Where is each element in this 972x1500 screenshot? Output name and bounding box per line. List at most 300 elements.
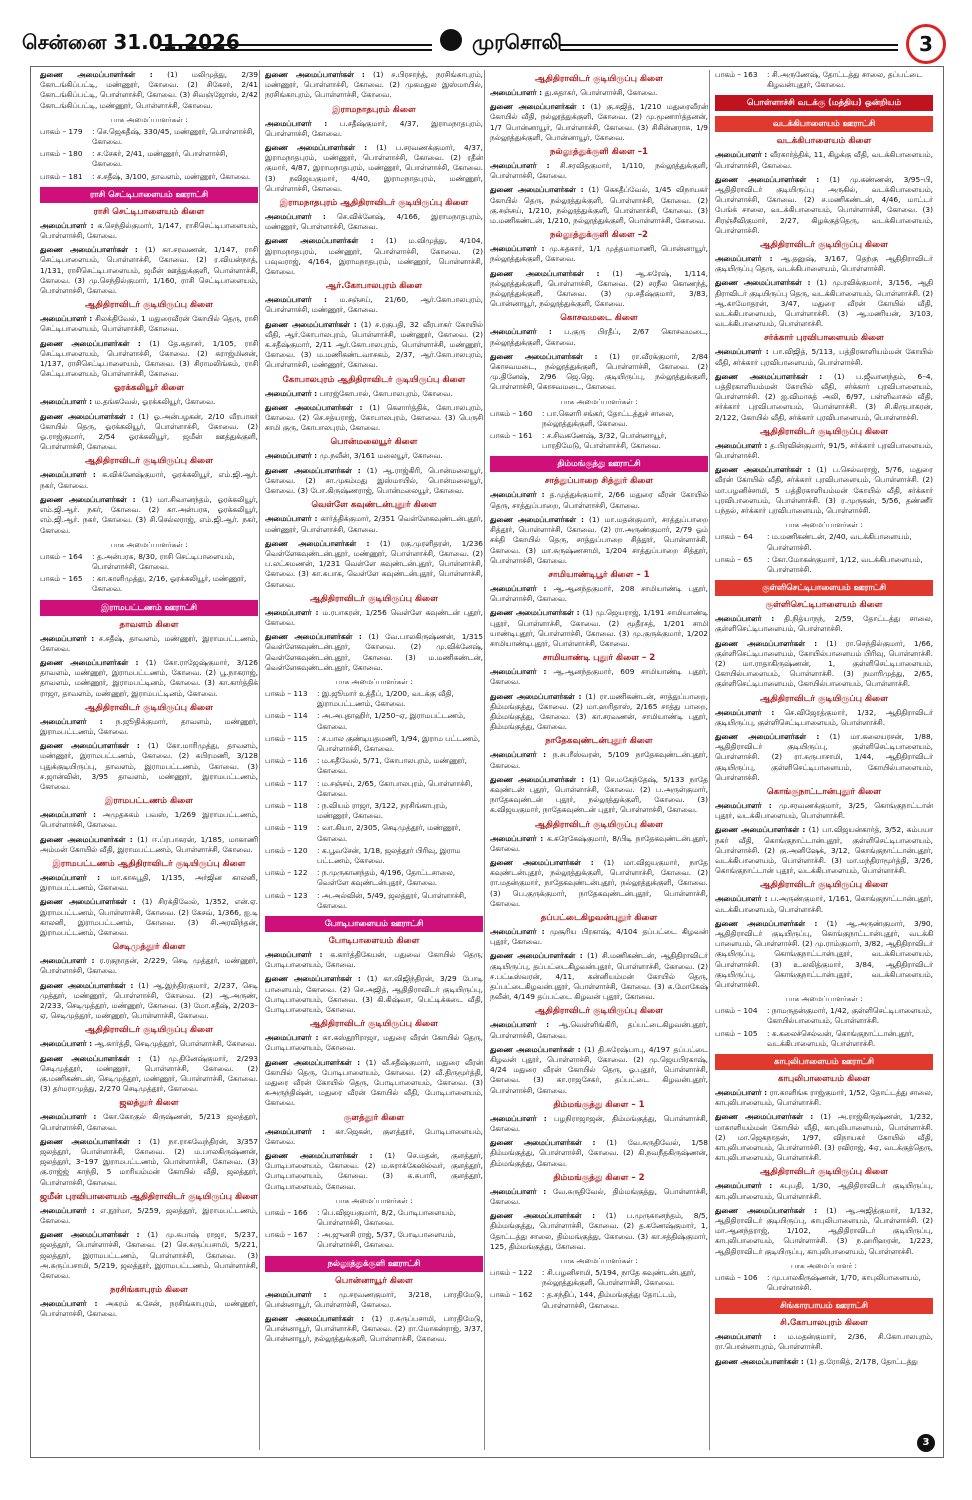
branch-heading: வெள்ளே கவுண்டன்புதூர் கிளை xyxy=(311,500,437,511)
member-details: ப.அருண்குமார், 1/161, கொங்குநாட்டான்புதூர், வடக்கிபாளையம், பொள்ளாச்சி. xyxy=(715,894,933,914)
member-details: (1) ரா.மணிகண்டன், சாத்துப்பாறை, திம்மங்குத்து, கோவை. (2) மா.ஹரிதாஸ், 2/165 சாத்து பாறை, திம்மங்குத்து, கோவை. (3) கா.சரவணன், சாமியாண்டி புதூர், திம்மங்குத்து, கோவை. xyxy=(490,691,708,732)
member-details: க.சுரேகேஷ்குமார், 8/பிடி நாதேகவுண்டன்புதூர், கோவை. xyxy=(490,833,708,853)
column-divider xyxy=(484,70,485,1450)
role-label: துணை அமைப்பாளர்கள் : xyxy=(40,741,148,751)
booth-organizer-details: : கா.காளிமுத்து, 2/16, ஓரக்கலியூர், மண்ணூர், கோவை. xyxy=(92,574,247,594)
role-label: அமைப்பாளர் : xyxy=(490,490,550,500)
booth-organizer-details: : க.பூவசேன், 1/18, ஜலத்தூர் பிரிவு, இராம பட்டணம், கோவை. xyxy=(317,845,461,865)
booth-organizer-row xyxy=(40,172,258,182)
member-listing-paragraph xyxy=(490,834,708,854)
role-label: அமைப்பாளர் : xyxy=(40,220,98,230)
booth-number: பாகம் – 161 xyxy=(490,431,533,441)
member-details: கோ.கோகுல் கிருஷ்ணன், 5/213 ஜலத்தூர், பொள்ளாச்சி, கோவை. xyxy=(40,1112,258,1132)
member-listing-paragraph xyxy=(715,732,933,783)
role-label: அமைப்பாளர் : xyxy=(40,956,100,966)
booth-number: பாகம் – 113 xyxy=(265,688,308,698)
member-details: முசூரிய பிரகாஷ், 4/104 தப்பட்டை கிழவன் புதூர், கோவை. xyxy=(490,926,708,947)
sub-heading: பாக அமைப்பாளர்கள் : xyxy=(560,1256,638,1266)
branch-heading: ஆதிதிராவிடர் குடியிருப்பு கிளை xyxy=(310,1019,438,1030)
member-details: ம.தங்கவேல், ஓரக்கலியூர், கோவை. xyxy=(94,397,216,407)
member-details: அகரம் க.சேன், நரசிங்காபுரம், மண்ணூர், பொள்ளாச்சி, கோவை. xyxy=(40,1299,258,1319)
role-label: துணை அமைப்பாளர்கள் : xyxy=(265,402,370,412)
role-label: அமைப்பாளர் : xyxy=(715,1088,770,1098)
member-details: (1) மு.கண்ணன், 3/95–பி, ஆதிதிராவிடர் குடியிருப்பு அருகில், வடக்கிபாளையம், பொள்ளாச்சி, கோவை. (2) ச.மணிகண்டன், 4/46, மாட்டர் பேங்க் சாலை, வடக்கிபாளையம், பொள்ளாச்சி, கோவை. (3) சிரஞ்சீவிகுமார், 2/27, கிழக்குத்தெரு, வடக்கிபாளையம், பொள்ளாச்சி. xyxy=(715,174,933,235)
branch-heading: நல்லூத்துக்குளி கிளை –1 xyxy=(550,147,648,158)
member-listing-paragraph xyxy=(40,741,258,792)
booth-number: பாகம் – 65 xyxy=(715,554,753,564)
role-label: அமைப்பாளர் : xyxy=(265,212,338,222)
member-details: சிலக்திவேல், 1 மதுரைவீரன் கோயில் தெரு, ராசி செட்டிபாளையம், பொள்ளாச்சி, கோவை. xyxy=(40,314,258,334)
role-label: துணை அமைப்பாளர்கள் : xyxy=(490,1044,585,1054)
booth-organizer-details: : நாமருதன்குமார், 1/42, குள்ளிசெட்டிபாளையம், கோயில்பாளையம், பொள்ளாச்சி. xyxy=(767,1006,933,1026)
booth-organizer-details: : பா.கௌரி சங்கர், தோட்டத்துச் சாலை, நல்லூத்துக்குளி, கோவை. xyxy=(542,408,675,428)
booth-number: பாகம் – 180 xyxy=(40,149,83,159)
member-listing-paragraph xyxy=(265,403,483,434)
role-label: துணை அமைப்பாளர்கள் : xyxy=(40,897,142,907)
branch-heading: தப்பட்டைகிழவன்புதூர் கிளை xyxy=(540,912,658,923)
member-listing-paragraph xyxy=(40,70,258,111)
role-label: அமைப்பாளர் : xyxy=(40,314,96,324)
member-details: (1) கா.சரவணன், 1/147, ராசி செட்டிபாளையம், பொள்ளாச்சி, கோவை. (2) ர.வியன்நாத், 1/131, ராசிசெட்டிபாளையம், ஜமீன் ஊத்துக்குளி, பொள்ளாச்சி, கோவை. (3) மு.செந்தில்குமார், 1/160, ராசி செட்டிபாளையம், பொள்ளாச்சி, கோவை. xyxy=(40,245,258,296)
role-label: துணை அமைப்பாளர்கள் : xyxy=(490,102,591,112)
booth-organizer-details: : பெ.விஜயகுமார், 8/2, போடிபாளையம், பொள்ளாச்சி, கோவை. xyxy=(317,1207,456,1228)
role-label: அமைப்பாளர் : xyxy=(715,347,773,357)
booth-number: பாகம் – 118 xyxy=(265,800,308,810)
member-listing-paragraph xyxy=(265,466,483,497)
member-details: மு.சரவணகுமார், 3/218, பாரதிமேடு, பொன்னாயூர், பொள்ளாச்சி, கோவை. xyxy=(265,1289,483,1309)
member-listing-paragraph xyxy=(40,1137,258,1188)
branch-heading: ஆதிதிராவிடர் குடியிருப்பு கிளை xyxy=(85,300,213,311)
role-label: துணை அமைப்பாளர்கள் : xyxy=(265,70,373,79)
branch-heading: சி.கோபாலபுரம் கிளை xyxy=(780,1318,868,1329)
branch-heading: ராசி செட்டிபாளையம் கிளை xyxy=(93,206,205,217)
role-label: அமைப்பாளர் : xyxy=(265,514,321,524)
member-listing-paragraph xyxy=(490,667,708,687)
role-label: துணை அமைப்பாளர்கள் : xyxy=(715,1356,807,1366)
member-listing-paragraph xyxy=(40,1206,258,1226)
member-details: வே.சுருதிவேல், திம்மங்குத்து, பொள்ளாச்சி, கோவை. xyxy=(490,1186,708,1207)
member-listing-paragraph xyxy=(40,495,258,536)
role-label: அமைப்பாளர் : xyxy=(715,1332,788,1342)
booth-organizer-details: : ச.சேகர், 2/41, மண்ணூர், பொள்ளாச்சி, கோவை. xyxy=(92,149,228,169)
role-label: அமைப்பாளர் : xyxy=(490,1020,559,1030)
member-details: (1) கோ.மாரிமுத்து, தாவளம், மண்ணூர், இராமபட்டணம், கோவை. (2) சுபிரமணி, 3/128 புதுக்குடியிருப்பு, தாவளம், இராமபட்டணம், கோவை. (3) ச.ஜான்வின், 3/95 தாவளம், மண்ணூர், இராமபட்டணம், கோவை. xyxy=(40,741,258,791)
role-label: துணை அமைப்பாளர்கள் : xyxy=(40,1053,150,1063)
member-listing-paragraph xyxy=(40,1299,258,1319)
member-details: த.முத்துக்குமார், 2/66 மதுரை வீரன் கோயில் தெரு, சாத்துப்பாறை, பொள்ளாச்சி, கோவை. xyxy=(490,490,708,510)
role-label: அமைப்பாளர் : xyxy=(265,1126,336,1136)
member-details: ர.ரகுநாதன், 2/229, செடி முத்தூர், மண்ணூர், பொள்ளாச்சி, கோவை. xyxy=(40,956,258,976)
booth-organizer-row xyxy=(490,1290,708,1310)
branch-heading: தாவளம் கிளை xyxy=(119,619,179,630)
branch-heading: நாதேகவுண்டன்புதூர் கிளை xyxy=(545,736,653,747)
member-details: (1) ரகு.முரளிதரன், 1/236 வெள்ளேகவுண்டன்புதூர், மண்ணூர், பொள்ளாச்சி, கோவை. (2) ப.லட்சுமணன், 1/231 வெள்ளே கவுண்டன்புதூர், பொள்ளாச்சி, கோவை. (3) கா.சுபாசு, வெள்ளே கவுண்டன்புதூர், பொள்ளாச்சி, கோவை. xyxy=(265,538,483,589)
member-details: க.செந்தில்குமார், 1/147, ராசிசெட்டிபாளையம், பொள்ளாச்சி, கோவை. xyxy=(40,220,258,241)
booth-organizer-row xyxy=(40,574,258,594)
role-label: அமைப்பாளர் : xyxy=(715,707,785,717)
member-details: (1) மலிமுத்து, 2/39 கோடங்கிப்பட்டி, மண்ணூர், கோவை. (2) சிகேசர், 2/41 கோடங்கிப்பட்டி, பொள்ளாச்சி, கோவை. (3) சிவஞ்ஜோஸ், 2/42 கோடங்கிப்பட்டி, மண்ணூர், பொள்ளாச்சி, கோவை. xyxy=(40,70,258,110)
member-listing-paragraph xyxy=(715,278,933,329)
booth-organizer-details: : ம.சஞ்சய், 2/65, கோபாலபுரம், பொள்ளாச்சி, கோவை. xyxy=(317,778,473,798)
member-details: (1) நா.ராகவேந்திரன், 3/357 ஜலத்தூர், பொள்ளாச்சி, கோவை. (2) ம.பாலகிருஷ்ணன், ஜலத்தூர், 3–197 இராமபட்டணம், பொள்ளாச்சி, கோவை. (3) கு.ராஜ்ஜ் காந்தி, 5 மாரியம்மன் கோயில் வீதி, ஜலத்தூர், பொள்ளாச்சி, கோவை. xyxy=(40,1136,258,1187)
member-listing-paragraph xyxy=(40,314,258,334)
member-listing-paragraph xyxy=(490,1114,708,1134)
branch-heading: இராமநாதபுரம் ஆதிதிராவிடர் குடியிருப்பு கிளை xyxy=(279,198,469,209)
role-label: அமைப்பாளர் : xyxy=(490,926,550,936)
role-label: துணை அமைப்பாளர்கள் : xyxy=(265,974,367,984)
branch-heading: சாமியாண்டிபூர் கிளை – 1 xyxy=(548,569,650,580)
member-details: ஆ.ஆனந்தகுமார், 208 சாமியாண்டி புதூர், பொள்ளாச்சி, கோவை. xyxy=(490,583,708,604)
member-details: க.விக்னேஷ்குமார், ஓரக்கலியூர், எம்.ஜி.ஆர். நகர், கோவை. xyxy=(40,470,258,490)
role-label: துணை அமைப்பாளர்கள் : xyxy=(490,1138,607,1148)
member-details: (1) தே.கதாசர், 1/105, ராசி செட்டிபாளையம், பொள்ளாச்சி, கோவை. (2) சுராஜ்மினன், 1/137, ராசிசெட்டிபாளையம், கோவை. (3) சிராமலிங்கம், ராசி செட்டிபாளையம், பொள்ளாச்சி, கோவை. xyxy=(40,338,258,379)
member-details: (1) கெகதீப்வேல், 1/45 விநாயகர் கோயில் தெரு, நல்லூத்துக்குளி, பொள்ளாச்சி, கோவை. (2) கு.சஞ்சய், 1/210, நல்லூத்துக்குளி, பொள்ளாச்சி, கோவை. (3) ம.மணிகண்டன், 1/210, நல்லூத்துக்குளி, பொள்ளாச்சி, கோவை. xyxy=(490,185,708,226)
booth-organizer-row xyxy=(490,409,708,429)
role-label: அமைப்பாளர் : xyxy=(265,607,323,617)
booth-number: பாகம் – 160 xyxy=(490,408,533,418)
member-details: (1) தி.சுரேஷ்பாபு, 4/197 தப்பட்டை கிழவன் புதூர், பொள்ளாச்சி, கோவை. (2) மு.ஜெயபிரகாஷ், 4/24 மதுரை வீரன் கோயில் தெரு, ஓ.புதூர், பொள்ளாச்சி, கோவை. (3) கா.ராஜசேகர், தப்பட்டை கிழவன்புதூர், பொள்ளாச்சி, கோவை. xyxy=(490,1044,708,1095)
member-details: அமுதசுகம் பவஸ், 1/269 இராமபட்டணம், பொள்ளாச்சி, கோவை. xyxy=(40,810,258,830)
branch-heading: குள்ளிசெட்டிபாளையம் கிளை xyxy=(765,600,883,611)
member-listing-paragraph xyxy=(715,465,933,516)
member-details: (1) ர.சுருப்பசாமி, பாரதிமேடு, பொன்னாயூர், பொள்ளாச்சி, கோவை. (2) ரா.மோகன்ராஜ், 3/37, பொன்னாயூர், நல்லூத்துக்குளி, பொள்ளாச்சி, கோவை. xyxy=(265,1314,483,1344)
booth-organizer-row xyxy=(40,552,258,572)
member-listing-paragraph xyxy=(490,352,708,393)
role-label: துணை அமைப்பாளர்கள் : xyxy=(715,731,830,741)
branch-heading: ஆதிதிராவிடர் குடியிருப்பு கிளை xyxy=(760,240,888,251)
member-listing-paragraph xyxy=(265,1290,483,1310)
booth-organizer-details: : ச.சிவகணேஷ், 3/32, பொன்னாயூர், பாரதிமேடு, பொள்ளாச்சி, கோவை. xyxy=(542,431,667,451)
booth-organizer-row xyxy=(265,689,483,709)
role-label: அமைப்பாளர் : xyxy=(490,833,547,843)
booth-organizer-details: : ந.வியம் ராஜா, 3/122, நரசிங்காபுரம், மண்ணூர், கோவை. xyxy=(317,800,448,821)
branch-heading: ஆதிதிராவிடர் குடியிருப்பு கிளை xyxy=(85,456,213,467)
member-listing-paragraph xyxy=(715,150,933,170)
member-listing-paragraph xyxy=(715,1357,933,1367)
branch-heading: வடக்கிபாளையம் கிளை xyxy=(776,136,872,147)
member-listing-paragraph xyxy=(490,927,708,947)
member-listing-paragraph xyxy=(40,658,258,699)
booth-number: பாகம் – 115 xyxy=(265,733,308,743)
branch-heading: செடிமுத்தூர் கிளை xyxy=(112,942,186,953)
member-listing-paragraph xyxy=(265,514,483,534)
member-details: (1) ஆ.அஜித்குமார், 1/132, ஆதிதிராவிடர் குடியிருப்பு, காபுலிபாளையம், பொள்ளாச்சி. (2) மா.ஆனந்தராஜ், 1/102, ஆதிதிராவிடர் குடியிருப்பு, காபுலிபாளையம், பொள்ளாச்சி. (3) ந.ஹரிஹரன், 1/223, ஆதிதிராவிடர் குடியிருப்பு, காபுலிபாளையம், பொள்ளாச்சி. xyxy=(715,1205,933,1256)
branch-heading: நரசிங்காபுரம் கிளை xyxy=(110,1285,188,1296)
member-details: (1) ப.செல்வராஜ், 5/76, மதுரை வீரன் கோயில் வீதி, சர்க்கார் புரவிபாளையம், பொள்ளாச்சி. (2) மா.பழனிச்சாமி, 5 பத்திரகாளியம்மன் கோயில் வீதி, சர்க்கார் புரவிபாளையம், பொள்ளாச்சி. (3) ர.முருகன், 5/56, தண்ணீர் பந்தல், சர்க்கார் புரவிபாளையம், பொள்ளாச்சி. xyxy=(715,465,933,516)
sub-heading: பாக அமைப்பாளர்கள் : xyxy=(785,520,863,530)
role-label: துணை அமைப்பாளர்கள் : xyxy=(265,632,369,642)
role-label: அமைப்பாளர் : xyxy=(265,451,320,461)
member-listing-paragraph xyxy=(40,810,258,830)
role-label: துணை அமைப்பாளர்கள் : xyxy=(490,351,610,361)
member-details: மு.நவீன், 3/161 மலையூர், கோவை. xyxy=(319,451,443,461)
booth-number: பாகம் – 116 xyxy=(265,756,308,766)
booth-number: பாகம் – 162 xyxy=(490,1290,533,1300)
sub-heading: பாக அமைப்பாளர்கள் : xyxy=(335,676,413,686)
article-column-2 xyxy=(265,70,483,1450)
member-listing-paragraph xyxy=(265,451,483,461)
branch-heading: நல்லூத்துக்குளி கிளை –2 xyxy=(550,230,648,241)
booth-organizer-row xyxy=(265,801,483,821)
role-label: துணை அமைப்பாளர்கள் : xyxy=(40,411,139,421)
member-details: (1) கெளார்த்திக், கோபாலபுரம், கோவை. (2) செ.சத்யராஜ், கோபாலபுரம், கோவை. (3) பெருசி சாமி குரு, கோபாலபுரம், கோவை. xyxy=(265,402,483,433)
article-column-4 xyxy=(715,70,933,1450)
member-details: (1) ஆ.இந்திரகுமார், 2/237, செடி முத்தூர், மண்ணூர், பொள்ளாச்சி, கோவை. (2) ஆ.அருண், 2/233, செடிமுத்தூர், மண்ணூர், கோவை. (3) மோ.சதீஷ், 2/203–ஏ, செடிமுத்தூர், மண்ணூர், பொள்ளாச்சி, கோவை. xyxy=(40,980,258,1021)
member-listing-paragraph xyxy=(40,873,258,893)
member-listing-paragraph xyxy=(40,470,258,490)
member-details: (1) செ.மகேந்தேஷ், 5/133 நாதே கவுண்டன் புதூர், பொள்ளாச்சி, கோவை. (2) ப.அருள்குமார், நாதேகவுண்டன் புதூர், நல்லூத்துக்குளி, கோவை. (3) க.விஜயகுமார், நாதேகவுண்டன் புதூர், பொள்ளாச்சி, கோவை. xyxy=(490,774,708,815)
member-listing-paragraph xyxy=(490,88,708,98)
panchayat-banner: சிங்காரபாயம் ஊராட்சி xyxy=(715,1298,933,1314)
role-label: அமைப்பாளர் : xyxy=(715,150,770,160)
member-listing-paragraph xyxy=(40,245,258,296)
member-listing-paragraph xyxy=(490,102,708,143)
column-divider xyxy=(709,70,710,1450)
booth-organizer-details: : மு.பாலகிருஷ்ணன், 1/70, காபுலிபாளையம், பொள்ளாச்சி. xyxy=(767,1272,921,1293)
role-label: அமைப்பாளர் : xyxy=(265,1289,339,1299)
branch-heading: ஆதிதிராவிடர் குடியிருப்பு கிளை xyxy=(535,1006,663,1017)
member-details: (1) ஈ.ப்ரபாகரன், 1/185, மாகாணி அம்மன் கோயில் வீதி, இராமபட்டணம், பொள்ளாச்சி, கோவை. xyxy=(40,834,258,854)
member-listing-paragraph xyxy=(265,212,483,232)
role-label: துணை அமைப்பாளர்கள் : xyxy=(265,1151,385,1161)
branch-heading: கொங்குநாட்டான்புதூர் கிளை xyxy=(766,786,882,797)
role-label: அமைப்பாளர் : xyxy=(40,1039,95,1049)
member-listing-paragraph xyxy=(265,1058,483,1109)
booth-organizer-row xyxy=(715,70,933,90)
booth-number: பாகம் – 117 xyxy=(265,778,308,788)
role-label: துணை அமைப்பாளர்கள் : xyxy=(715,465,817,475)
booth-number: பாகம் – 122 xyxy=(490,1268,533,1278)
article-column-3 xyxy=(490,70,708,1450)
member-details: (1) மா.மதன்குமார், சாத்துப்பாறை சித்தூர், பொள்ளாச்சி, கோவை. (2) ரா.அருண்குமார், 2/79 ஓம் சக்தி கோயில் தெரு, சாத்துப்பாறை சித்தூர், பொள்ளாச்சி, கோவை. (3) மா.சுருஷ்ணசாமி, 1/204 சாத்துப்பாறை சித்தூர், பொள்ளாச்சி, கோவை. xyxy=(490,514,708,565)
booth-organizer-details: : வா.கியா, 2/305, செடிமுத்தூர், மண்ணூர், கோவை. xyxy=(317,823,461,843)
member-details: (1) ரா.செந்தில்குமார், 1/66, குள்ளிசெட்டிபாளையம், கோயில்பாளையம் பிரிவு, பொள்ளாச்சி. (2) மா.ராதாகிருஷ்ணன், 1, குள்ளிசெட்டிபாளையம், கோயில்பாளையம், பொள்ளாச்சி. (3) நமாரிமுத்து, 2/65, குள்ளிசெட்டிபாளையம், கோயில்பாளையம், பொள்ளாச்சி. xyxy=(715,638,933,689)
article-column-1 xyxy=(40,70,258,1450)
member-listing-paragraph xyxy=(490,1020,708,1040)
sub-heading: பாக அமைப்பாளர்கள் : xyxy=(560,396,638,406)
role-label: துணை அமைப்பாளர்கள் : xyxy=(490,691,586,701)
role-label: துணை அமைப்பாளர்கள் : xyxy=(490,268,613,278)
member-details: வீரகார்த்திக், 11, கிழக்கு வீதி, வடக்கிபாளையம், பொள்ளாச்சி, கோவை. xyxy=(715,150,933,170)
member-listing-paragraph xyxy=(40,981,258,1022)
booth-number: பாகம் – 106 xyxy=(715,1272,758,1282)
member-details: (1) சி.மணிகண்டன், ஆதிதிராவிடர் குடியிருப்பு, தப்பட்டைகிழவன்புதூர், பொள்ளாச்சி, கோவை. (2) ச.பட்டீஸ்வரன், 4/11, கன்னியம்மன் கோயில் தெரு, தப்பட்டைகிழவன்புதூர், பொள்ளாச்சி, கோவை. (3) க.மோகேஷ் நவீன், 4/149 தப்பட்டை கிழவன் புதூர், கோவை. xyxy=(490,951,708,1002)
role-label: அமைப்பாளர் : xyxy=(490,1186,553,1196)
branch-heading: குளத்தூர் கிளை xyxy=(343,1112,405,1123)
member-details: ஆ.கார்த்தி, செடிமுத்தூர், பொள்ளாச்சி, கோவை. xyxy=(94,1039,257,1049)
branch-heading: திம்மங்குத்து கிளை – 2 xyxy=(553,1172,645,1183)
member-details: (1) ஆ.சுரேஷ், 1/114, நல்லூத்துக்குளி, பொள்ளாச்சி, கோவை. (2) சரநீல கொணந்த், நல்லூத்துக்குளி, கோவை. (3) மு.சதீஷ்குமார், 3/83, பொன்னாயூர், நல்லூத்துக்குளி, கோவை. xyxy=(490,268,708,309)
branch-heading: ஓரக்கலியூர் கிளை xyxy=(113,383,185,394)
member-details: (1) மா.விஜயகுமார், நாதே கவுண்டன்புதூர், நல்லூத்துக்குளி, பொள்ளாச்சி, கோவை. (2) ரா.மதன்குமார், நாதேகவுண்டன்புதூர், நல்லூத்துக்குளி, கோவை. (3) பெ.குருக்குமார், நாதேகவுண்டன்புதூர், பொள்ளாச்சி, கோவை. xyxy=(490,857,708,908)
member-details: (1) ஓ.அன்பழகன், 2/10 வீரபாகர் கோயில் தெரு, ஓரக்கலியூர், பொள்ளாச்சி, கோவை. (2) ஓ.ராஜ்குமார், 2/54 ஓரக்கலியூர், ஜமீன் ஊத்துக்குளி, பொள்ளாச்சி, கோவை. xyxy=(40,411,258,452)
column-divider xyxy=(259,70,260,1450)
member-listing-paragraph xyxy=(490,584,708,604)
role-label: அமைப்பாளர் : xyxy=(490,1113,554,1123)
member-details: (1) சிரக்திவேல், 1/352, என்.ஏ. இராமபட்டணம், பொள்ளாச்சி, கோவை. (2) கேசவ், 1/366, ஐ.டி காலனி, இராமபட்டணம், கோவை. (3) சி.அரவிந்தன், இராமபட்டணம், கோவை. xyxy=(40,897,258,937)
role-label: துணை அமைப்பாளர்கள் : xyxy=(40,70,168,79)
booth-organizer-row xyxy=(715,555,933,575)
role-label: அமைப்பாளர் : xyxy=(265,388,320,398)
member-listing-paragraph xyxy=(40,897,258,938)
member-listing-paragraph xyxy=(490,161,708,181)
member-listing-paragraph xyxy=(715,1206,933,1257)
member-details: க.கார்த்திகேயன், பதுவை கோயில் தெரு, போடிபாளையம், கோவை. xyxy=(265,950,483,970)
member-details: மு.சுதகார், 1/1 முத்தமாமாணி, பொன்னாயூர், நல்லூத்துக்குளி, கோவை. xyxy=(490,244,708,264)
member-details: சுபுபதி, 1/30, ஆதிதிராவிடர் குடியிருப்பு, காபுலிபாளையம், பொள்ளாச்சி. xyxy=(715,1181,933,1201)
member-details: (1) கோ.ராஜேஷ்குமார், 3/126 தாவளம், மண்ணூர், இராமபட்டணம், கோவை. (2) பூ.நாகராஜ், தாவளம், மண்ணூர், இராமபட்டினம், கோவை. (3) கா.கார்த்திக் ராஜா, தாவளம், மண்ணூர், இராமபட்டினம், கோவை. xyxy=(40,657,258,698)
branch-heading: ஆதிதிராவிடர் குடியிருப்பு கிளை xyxy=(760,426,888,437)
member-details: பாரஜ்கோபால், கோபாலபுரம், கோவை. xyxy=(319,388,453,398)
booth-organizer-row xyxy=(265,734,483,754)
member-details: தி.நித்யாநந், 2/59, தோட்டத்து சாலை, குள்ளிசெட்டிபாளையம், பொள்ளாச்சி. xyxy=(715,614,933,634)
member-listing-paragraph xyxy=(490,692,708,733)
branch-heading: பொன்மலையூர் கிளை xyxy=(330,437,418,448)
booth-number: பாகம் – 64 xyxy=(715,532,753,542)
member-details: து.சுதாகர், பொள்ளாச்சி, கோவை. xyxy=(544,88,658,97)
member-listing-paragraph xyxy=(40,1054,258,1095)
booth-organizer-row xyxy=(715,1273,933,1293)
member-details: கார்த்திக்குமார், 2/351 வெள்ளேகவுண்டன்புதூர், மண்ணூர், பொள்ளாச்சி, கோவை. xyxy=(265,514,483,534)
role-label: அமைப்பாளர் : xyxy=(265,295,340,305)
panchayat-banner: திம்மங்குத்து ஊராட்சி xyxy=(490,456,708,472)
booth-organizer-row xyxy=(265,891,483,911)
member-listing-paragraph xyxy=(490,858,708,909)
branch-heading: ஆதிதிராவிடர் குடியிருப்பு கிளை xyxy=(760,880,888,891)
booth-organizer-row xyxy=(265,779,483,799)
role-label: துணை அமைப்பாளர்கள் : xyxy=(490,857,604,867)
member-listing-paragraph xyxy=(40,1112,258,1132)
branch-heading: சர்க்கார் புரவிபாளையம் கிளை xyxy=(764,333,884,344)
member-details: (1) ச.ரகுபதி, 32 வீரபாகர் கோயில் வீதி, ஆர்.கோபாலபுரம், பொள்ளாச்சி, மண்ணூர், கோவை. (2) க.சதீஷ்குமார், 2/11 ஆர்.கோபாலபுரம், பொள்ளாச்சி, மண்ணூர், கோவை. (3) ம.மணிகண்டவாசகம், 2/37, ஆர்.கோபாலபுரம், பொள்ளாச்சி, மண்ணூர், கோவை. xyxy=(265,319,483,370)
member-details: பா.விஜித், 5/113, பத்திரகாளியம்மன் கோயில் வீதி, சர்க்கார் புரவிபாளையம், பொள்ளாச்சி. xyxy=(715,347,933,367)
role-label: துணை அமைப்பாளர்கள் : xyxy=(715,918,827,928)
panchayat-banner: போடிபாளையம் ஊராட்சி xyxy=(265,916,483,932)
booth-number: பாகம் – 123 xyxy=(265,890,308,900)
member-details: ஆ.வெள்ளிங்கிரி, தப்பட்டைகிழவன்புதூர், பொள்ளாச்சி, கோவை. xyxy=(490,1020,708,1040)
booth-organizer-row xyxy=(490,431,708,451)
member-listing-paragraph xyxy=(715,825,933,876)
role-label: துணை அமைப்பாளர்கள் : xyxy=(265,1057,366,1067)
role-label: துணை அமைப்பாளர்கள் : xyxy=(715,278,817,288)
member-listing-paragraph xyxy=(265,608,483,628)
role-label: துணை அமைப்பாளர்கள் : xyxy=(490,608,583,618)
role-label: துணை அமைப்பாளர்கள் : xyxy=(40,657,146,667)
footer-page-number: 3 xyxy=(917,1434,935,1452)
booth-organizer-details: : அ.ஜுனசி ராஜ், 5/37, போடிபாளையம், பொள்ளாச்சி, கோவை. xyxy=(317,1230,456,1250)
branch-heading: போடிபாளையம் கிளை xyxy=(328,936,420,946)
booth-number: பாகம் – 119 xyxy=(265,823,308,833)
branch-heading: ஜலத்தூர் கிளை xyxy=(119,1098,179,1109)
role-label: துணை அமைப்பாளர்கள் : xyxy=(490,514,590,524)
member-listing-paragraph xyxy=(490,269,708,310)
member-listing-paragraph xyxy=(265,1151,483,1192)
role-label: அமைப்பாளர் : xyxy=(715,800,780,810)
member-details: ஆ.தனுஷ், 3/167, தெற்கு ஆதிதிராவிடர் குடியிருப்பு தெரு, வடக்கிபாளையம், பொள்ளாச்சி. xyxy=(715,254,933,274)
member-listing-paragraph xyxy=(40,397,258,407)
branch-heading: ஆதிதிராவிடர் குடியிருப்பு கிளை xyxy=(760,693,888,704)
member-details: (1) ப.முருகானந்தம், 8/5, திம்மங்குத்து, பொள்ளாச்சி, கோவை. (2) த.கணேஷ்குமார், 1, தோட்டத்து சாலை, திம்மங்குத்து, கோவை. (3) கா.சத்திஷ்குமார், 125, திம்மங்குத்து, கோவை. xyxy=(490,1211,708,1251)
member-listing-paragraph xyxy=(40,717,258,737)
role-label: துணை அமைப்பாளர்கள் : xyxy=(490,185,589,195)
booth-organizer-row xyxy=(265,1208,483,1228)
branch-heading: ஆதிதிராவிடர் குடியிருப்பு கிளை xyxy=(85,702,213,713)
member-listing-paragraph xyxy=(715,441,933,461)
booth-organizer-row xyxy=(265,711,483,731)
member-listing-paragraph xyxy=(265,974,483,1015)
sub-heading: பாக அமைப்பாளர்கள் : xyxy=(335,1195,413,1205)
role-label: துணை அமைப்பாளர்கள் : xyxy=(715,174,830,184)
branch-heading: இராமபட்டணம் ஆதிதிராவிடர் குடியிருப்பு கிளை xyxy=(52,858,246,869)
booth-number: பாகம் – 105 xyxy=(715,1028,758,1038)
member-details: (1) ப.சரவணக்குமார், 4/37, இராமநாதபுரம், மண்ணூர், பொள்ளாச்சி, கோவை. (2) ரதீன் குமார், 4/87, இராமநாதபுரம், மண்ணூர், பொள்ளாச்சி, கோவை. (3) நவிஜயகுமார், 4/40, இராமநாதபுரம், மண்ணூர், பொள்ளாச்சி, கோவை. xyxy=(265,143,483,193)
member-listing-paragraph xyxy=(715,1181,933,1201)
booth-organizer-details: : ம.சுதீவேல், 5/71, கோபாலபுரம், மண்ணூர், கோவை. xyxy=(317,756,467,776)
role-label: துணை அமைப்பாளர்கள் : xyxy=(265,465,367,475)
role-label: அமைப்பாளர் : xyxy=(40,397,95,407)
member-details: கா.ஜெகன், குளத்தூர், போடிபாளையம், கோவை. xyxy=(265,1126,483,1146)
member-listing-paragraph xyxy=(265,320,483,371)
role-label: துணை அமைப்பாளர்கள் : xyxy=(490,1211,606,1221)
branch-heading: சாமியாண்டி புதூர் கிளை – 2 xyxy=(542,653,656,664)
panchayat-banner: காபுலிபாளையம் ஊராட்சி xyxy=(715,1054,933,1070)
member-listing-paragraph xyxy=(715,614,933,634)
panchayat-banner: பொள்ளாச்சி வடக்கு (மத்திய) ஒன்றியம் xyxy=(715,95,933,111)
role-label: அமைப்பாளர் : xyxy=(715,614,784,624)
member-listing-paragraph xyxy=(265,1127,483,1147)
role-label: அமைப்பாளர் : xyxy=(40,1205,101,1215)
member-details: (1) அ.ராஜ்கிருஷ்ணன், 1/232, மாகாளியம்மன் கோயில் வீதி, காபுலிபாளையம், பொள்ளாச்சி. (2) மா.ஜெகநாதன், 1/97, விநாயகர் கோயில் வீதி, காபுலிபாளையம், பொள்ளாச்சி. (3) ரவிராஜ், 4ஏ, வடக்குத்தெரு, காபுலிபாளையம், பொள்ளாச்சி. xyxy=(715,1112,933,1163)
member-listing-paragraph xyxy=(490,1211,708,1252)
role-label: துணை அமைப்பாளர்கள் : xyxy=(40,1230,148,1240)
panchayat-banner: வடக்கிபாளையம் ஊராட்சி xyxy=(715,116,933,132)
member-listing-paragraph xyxy=(265,295,483,315)
role-label: துணை அமைப்பாளர்கள் : xyxy=(490,774,590,784)
member-details: சி.சரவிதகுமார், 1/110, நல்லூத்துக்குளி, பொள்ளாச்சி, கோவை. xyxy=(490,161,708,181)
branch-heading: ஆதிதிராவிடர் குடியிருப்பு கிளை xyxy=(310,593,438,604)
member-details: ஆ.ஆனந்தகுமார், 609 சாமியாண்டி புதூர், கோவை. xyxy=(490,667,708,687)
member-listing-paragraph xyxy=(265,950,483,970)
booth-organizer-details: : சி.பழனிசாமி, 5/194, நாதே கவுண்டன்புதூர், நல்லூத்துக்குளி, பொள்ளாச்சி, கோவை. xyxy=(542,1268,696,1288)
branch-heading: கொசவமடை கிளை xyxy=(560,313,638,324)
masthead-rule-left xyxy=(160,44,432,51)
role-label: அமைப்பாளர் : xyxy=(40,872,111,882)
member-details: (1) வே.சுருதிவேல், 1/58 திம்மங்குத்து, பொள்ளாச்சி, கோவை. (2) கி.நவநீதகிருஷ்ணன், திம்மங்குத்து, கோவை. xyxy=(490,1138,708,1168)
booth-number: பாகம் – 164 xyxy=(40,551,83,561)
role-label: அமைப்பாளர் : xyxy=(40,470,103,480)
booth-organizer-row xyxy=(265,1230,483,1250)
role-label: அமைப்பாளர் : xyxy=(715,254,781,264)
role-label: துணை அமைப்பாளர்கள் : xyxy=(265,319,361,329)
member-details: செ.விக்னேஷ், 4/166, இராமநாதபுரம், மண்ணூர், பொள்ளாச்சி, கோவை. xyxy=(265,212,483,232)
booth-organizer-row xyxy=(715,1029,933,1049)
branch-heading: கோபாலபுரம் ஆதிதிராவிடர் குடியிருப்பு கிளை xyxy=(282,374,466,385)
member-listing-paragraph xyxy=(490,185,708,226)
member-details: (1) ச.பிரசாந்த், நரசிங்காபுரம், மண்ணூர், பொள்ளாச்சி, கோவை. (2) முகமதுல இஸ்மாயில், நரசிங்காபுரம், பொள்ளாச்சி, கோவை. xyxy=(265,70,483,100)
member-details: (1) ப.ஜீவானந்தம், 6–4, பத்திரகாளியம்மன் கோயில் வீதி, சர்க்கார் புரவிபாளையம், பொள்ளாச்சி. (2) ஐ.விமாசுத் அலி, 6/97, பள்ளிவாசல் வீதி, சர்க்கார் புரவிபாளையம், பொள்ளாச்சி. (3) சி.கிருபாகரன், 2/122, கோயில் வீதி, சர்க்கார் புரவிபாளையம், பொள்ளாச்சி. xyxy=(715,371,933,422)
member-listing-paragraph xyxy=(490,775,708,816)
role-label: அமைப்பாளர் : xyxy=(490,161,560,171)
booth-organizer-row xyxy=(40,149,258,169)
role-label: அமைப்பாளர் : xyxy=(490,667,554,677)
member-details: (1) மு.தினேஷ்குமார், 2/293 செடிமுத்தூர், மண்ணூர், பொள்ளாச்சி, கோவை. (2) கு.மணிகண்டன், செடிமுத்தூர், மண்ணூர், பொள்ளாச்சி, கோவை. (3) தர்மராமுத்து, 2/270 செடிமுத்தூர், கோவை. xyxy=(40,1053,258,1094)
role-label: துணை அமைப்பாளர்கள் : xyxy=(265,236,386,246)
booth-organizer-row xyxy=(265,823,483,843)
role-label: துணை அமைப்பாளர்கள் : xyxy=(265,1314,372,1324)
branch-heading: ஆதிதிராவிடர் குடியிருப்பு கிளை xyxy=(760,1167,888,1178)
member-listing-paragraph xyxy=(265,1314,483,1345)
member-listing-paragraph xyxy=(265,389,483,399)
